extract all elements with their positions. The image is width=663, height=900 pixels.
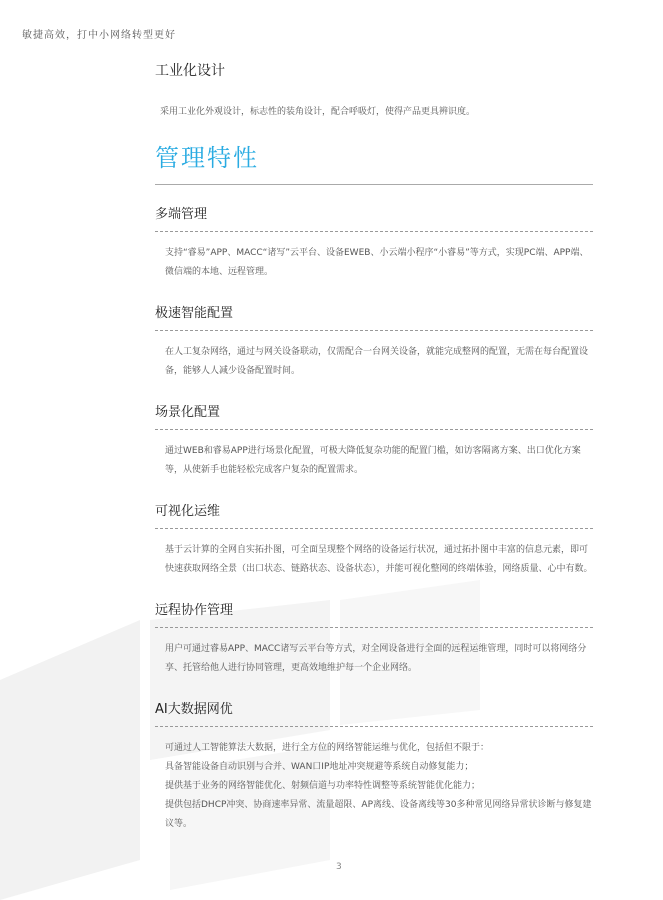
section-divider	[155, 184, 593, 185]
feature-divider	[155, 627, 593, 628]
intro-paragraph: 采用工业化外观设计，标志性的装角设计，配合呼吸灯，使得产品更具辨识度。	[160, 107, 476, 117]
feature-title: 远程协作管理	[155, 603, 234, 618]
feature-body	[155, 640, 593, 678]
feature-body	[155, 442, 593, 480]
feature-paragraph: 可通过人工智能算法大数据，进行全方位的网络智能运维与优化，包括但不限于：	[165, 743, 490, 753]
feature-divider	[155, 726, 593, 727]
feature-paragraph: 提供基于业务的网络智能优化、射频信道与功率特性调整等系统智能优化能力；	[165, 781, 481, 791]
feature-body	[155, 343, 593, 381]
feature-paragraph: 基于云计算的全网自实拓扑图，可全面呈现整个网络的设备运行状况，通过拓扑图中丰富的信息元素，即可快速获取网络全景（出口状态、链路状态、设备状态），并能可视化整网的终端体验，网络质量、心中有数。	[165, 545, 593, 574]
feature-title: AI大数据网优	[155, 702, 233, 717]
feature-paragraph: 具备智能设备自动识别与合并、WAN口IP地址冲突规避等系统自动修复能力；	[165, 762, 474, 772]
feature-paragraph: 支持“睿易”APP、MACC“诸写”云平台、设备EWEB、小云端小程序“小睿易”等方式，实现PC端、APP端、微信端的本地、远程管理。	[165, 248, 589, 277]
feature-remote-collab	[155, 601, 593, 678]
feature-body	[155, 541, 593, 579]
feature-paragraph: 通过WEB和睿易APP进行场景化配置，可极大降低复杂功能的配置门槛，如访客隔离方案、出口优化方案等，从使新手也能轻松完成客户复杂的配置需求。	[165, 446, 581, 475]
feature-paragraph: 用户可通过睿易APP、MACC诸写云平台等方式，对全网设备进行全面的远程运维管理，同时可以将网络分享、托管给他人进行协同管理，更高效地维护每一个企业网络。	[165, 644, 587, 673]
feature-fast-config	[155, 304, 593, 381]
feature-body	[155, 739, 593, 834]
feature-title: 极速智能配置	[155, 306, 234, 321]
feature-divider	[155, 429, 593, 430]
feature-multi-terminal	[155, 205, 593, 282]
feature-visual-ops	[155, 502, 593, 579]
feature-divider	[155, 330, 593, 331]
feature-paragraph: 提供包括DHCP冲突、协商速率异常、流量超限、AP离线、设备离线等30多种常见网络异常状诊断与修复建议等。	[165, 800, 592, 829]
feature-ai-optimization	[155, 700, 593, 834]
feature-divider	[155, 528, 593, 529]
feature-paragraph: 在人工复杂网络，通过与网关设备联动，仅需配合一台网关设备，就能完成整网的配置，无需在每台配置设备，能够人人减少设备配置时间。	[165, 347, 589, 376]
page-number: 3	[336, 862, 342, 872]
feature-body	[155, 244, 593, 282]
running-header: 敏捷高效，打中小网络转型更好	[22, 30, 176, 41]
feature-title: 多端管理	[155, 207, 208, 222]
feature-title: 场景化配置	[155, 405, 221, 420]
feature-divider	[155, 231, 593, 232]
feature-title: 可视化运维	[155, 504, 221, 519]
feature-scenario-config	[155, 403, 593, 480]
intro-heading: 工业化设计	[155, 63, 225, 79]
section-title: 管理特性	[155, 144, 259, 172]
